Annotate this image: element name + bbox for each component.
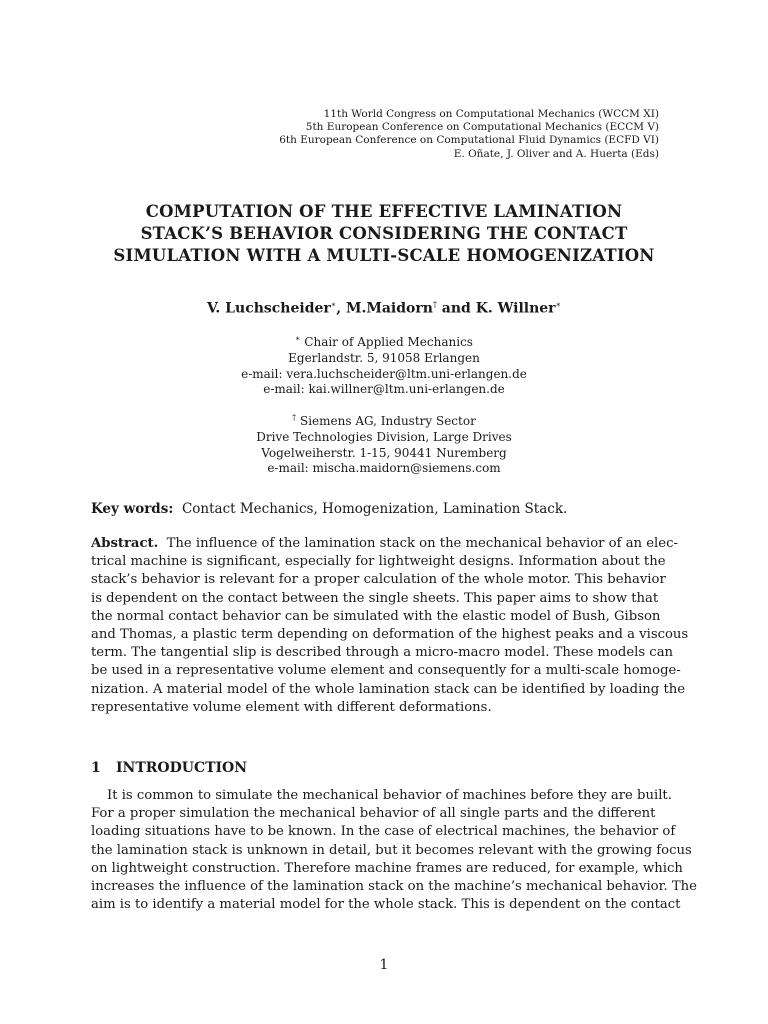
- section-title: INTRODUCTION: [116, 760, 248, 776]
- abstract-line: the normal contact behavior can be simulated with the elastic model of Bush, Gibson: [91, 608, 661, 624]
- abstract-line: nization. A material model of the whole lamination stack can be identified by loading the: [91, 681, 686, 697]
- body-line: the lamination stack is unknown in detail, but it becomes relevant with the growing focus: [91, 842, 692, 858]
- keywords-text: Contact Mechanics, Homogenization, Lamination Stack.: [181, 501, 568, 517]
- abstract-line: is dependent on the contact between the single sheets. This paper aims to show that: [91, 590, 659, 606]
- body-line: increases the influence of the lamination stack on the machine’s mechanical behavior. The: [91, 879, 697, 895]
- conference-line: 5th European Conference on Computational Mechanics (ECCM V): [305, 121, 659, 134]
- title-line: SIMULATION WITH A MULTI-SCALE HOMOGENIZATION: [113, 246, 655, 266]
- affiliation-line: Chair of Applied Mechanics: [304, 335, 473, 349]
- abstract: [91, 535, 689, 717]
- introduction-body: [91, 787, 697, 914]
- body-line: on lightweight construction. Therefore machine frames are reduced, for example, which: [91, 860, 683, 876]
- title-line: STACK’S BEHAVIOR CONSIDERING THE CONTACT: [140, 224, 628, 244]
- affiliation-line: Siemens AG, Industry Sector: [300, 414, 476, 428]
- abstract-line: representative volume element with different deformations.: [91, 699, 492, 715]
- affiliation-line: Drive Technologies Division, Large Drives: [256, 429, 512, 444]
- affiliation-block: [0, 410, 768, 477]
- body-line: It is common to simulate the mechanical behavior of machines before they are built.: [107, 788, 672, 803]
- body-line: aim is to identify a material model for the whole stack. This is dependent on the contact: [91, 897, 681, 913]
- body-line: For a proper simulation the mechanical behavior of all single parts and the different: [91, 806, 656, 822]
- abstract-line: be used in a representative volume element and consequently for a multi-scale homoge-: [91, 663, 681, 679]
- author-name: V. Luchscheider: [207, 300, 331, 317]
- title-line: COMPUTATION OF THE EFFECTIVE LAMINATION: [145, 202, 623, 221]
- author-marker: †: [432, 300, 437, 309]
- affiliation-marker: †: [292, 413, 297, 422]
- affiliation-marker: ∗: [295, 334, 301, 343]
- body-line: loading situations have to be known. In the case of electrical machines, the behavior of: [91, 824, 676, 840]
- section-heading: [91, 760, 247, 776]
- keywords: [91, 501, 567, 517]
- abstract-line: The influence of the lamination stack on the mechanical behavior of an elec-: [166, 536, 678, 551]
- abstract-label: Abstract.: [91, 536, 159, 551]
- author-list: [0, 300, 768, 317]
- author-marker: ∗: [555, 300, 561, 309]
- author-separator: ,: [336, 300, 346, 317]
- affiliation-block: [0, 331, 768, 398]
- affiliation-line: Vogelweiherstr. 1-15, 90441 Nuremberg: [261, 445, 507, 460]
- author-marker: ∗: [330, 300, 337, 309]
- section-number: 1: [91, 760, 101, 776]
- author-name: K. Willner: [475, 300, 556, 317]
- editors-line: E. Oñate, J. Oliver and A. Huerta (Eds): [453, 147, 659, 160]
- conference-header: [279, 108, 659, 161]
- abstract-line: trical machine is significant, especially for lightweight designs. Information about the: [91, 554, 666, 570]
- affiliation-email: e-mail: mischa.maidorn@siemens.com: [267, 461, 501, 476]
- author-separator: and: [436, 300, 476, 317]
- keywords-label: Key words:: [91, 501, 174, 517]
- abstract-line: stack’s behavior is relevant for a proper calculation of the whole motor. This behavior: [91, 572, 666, 588]
- author-name: M.Maidorn: [345, 300, 433, 317]
- page-number: 1: [379, 957, 389, 973]
- abstract-line: term. The tangential slip is described through a micro-macro model. These models can: [91, 645, 674, 661]
- abstract-line: and Thomas, a plastic term depending on deformation of the highest peaks and a viscous: [91, 627, 689, 643]
- affiliation-email: e-mail: vera.luchscheider@ltm.uni-erlangen.de: [241, 366, 527, 381]
- conference-line: 6th European Conference on Computational Fluid Dynamics (ECFD VI): [279, 134, 659, 147]
- affiliation-line: Egerlandstr. 5, 91058 Erlangen: [288, 350, 480, 365]
- conference-line: 11th World Congress on Computational Mechanics (WCCM XI): [323, 108, 659, 120]
- affiliation-email: e-mail: kai.willner@ltm.uni-erlangen.de: [263, 382, 505, 397]
- paper-title: [0, 201, 768, 268]
